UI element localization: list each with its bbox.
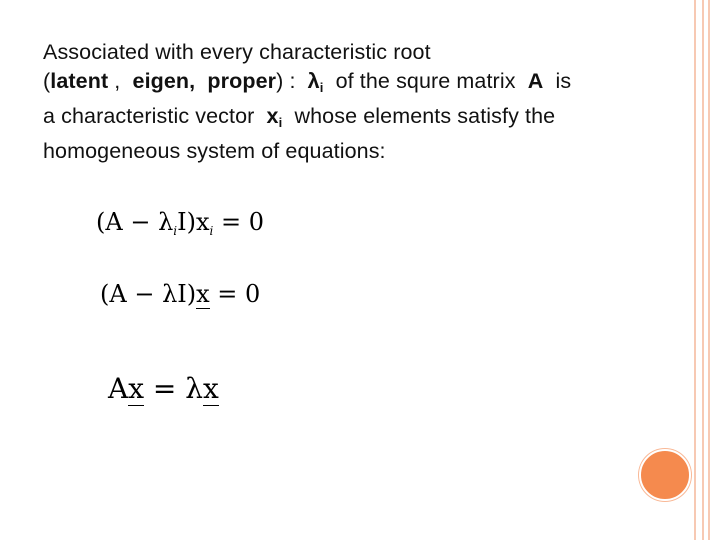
line3-start: a characteristic vector (43, 104, 267, 128)
right-border-line (702, 0, 704, 540)
eq2-vector-x: x (196, 280, 210, 308)
eq2-tail: = 0 (209, 280, 261, 308)
line3-end: whose elements satisfy the (282, 104, 556, 128)
text-line-4 (43, 137, 663, 166)
eq3-vector-x-left: x (128, 372, 145, 405)
paren-close: ) : (276, 69, 308, 93)
decorative-circle (639, 449, 691, 501)
sep2 (195, 69, 207, 93)
right-border-line (708, 0, 710, 540)
equation-2 (100, 280, 260, 308)
sep1: , (108, 69, 133, 93)
text-line-3 (43, 102, 663, 137)
vector-subscript: i (278, 115, 283, 130)
line2-mid: of the squre matrix (323, 69, 528, 93)
vector-x: x (266, 104, 279, 128)
eq1-x-subscript: i (209, 224, 214, 238)
equation-3 (108, 372, 219, 405)
eq3-mid: = λ (144, 372, 204, 405)
eq2-lead: (A − λI) (100, 280, 197, 308)
text-line-2 (43, 67, 663, 102)
eq1-tail: = 0 (213, 208, 264, 236)
text-line-1 (43, 38, 663, 67)
eq3-vector-x-right: x (203, 372, 219, 405)
paren-open: ( (43, 69, 51, 93)
eq1-lambda-subscript: i (173, 224, 178, 238)
line2-end: is (543, 69, 572, 93)
term-proper: proper (207, 69, 277, 93)
line1: Associated with every characteristic root (43, 40, 431, 64)
slide-body-text (43, 38, 663, 166)
term-latent: latent (50, 69, 109, 93)
matrix-a: A (527, 69, 544, 93)
equation-1 (96, 208, 264, 238)
term-eigen: eigen, (132, 69, 196, 93)
lambda-subscript: i (319, 80, 324, 95)
eq3-lead: A (108, 372, 129, 405)
eq1-mid: I)x (177, 208, 210, 236)
line4: homogeneous system of equations: (43, 139, 386, 163)
right-border-line (694, 0, 696, 540)
eq1-lead: (A − λ (96, 208, 174, 236)
lambda-symbol: λ (307, 69, 320, 93)
